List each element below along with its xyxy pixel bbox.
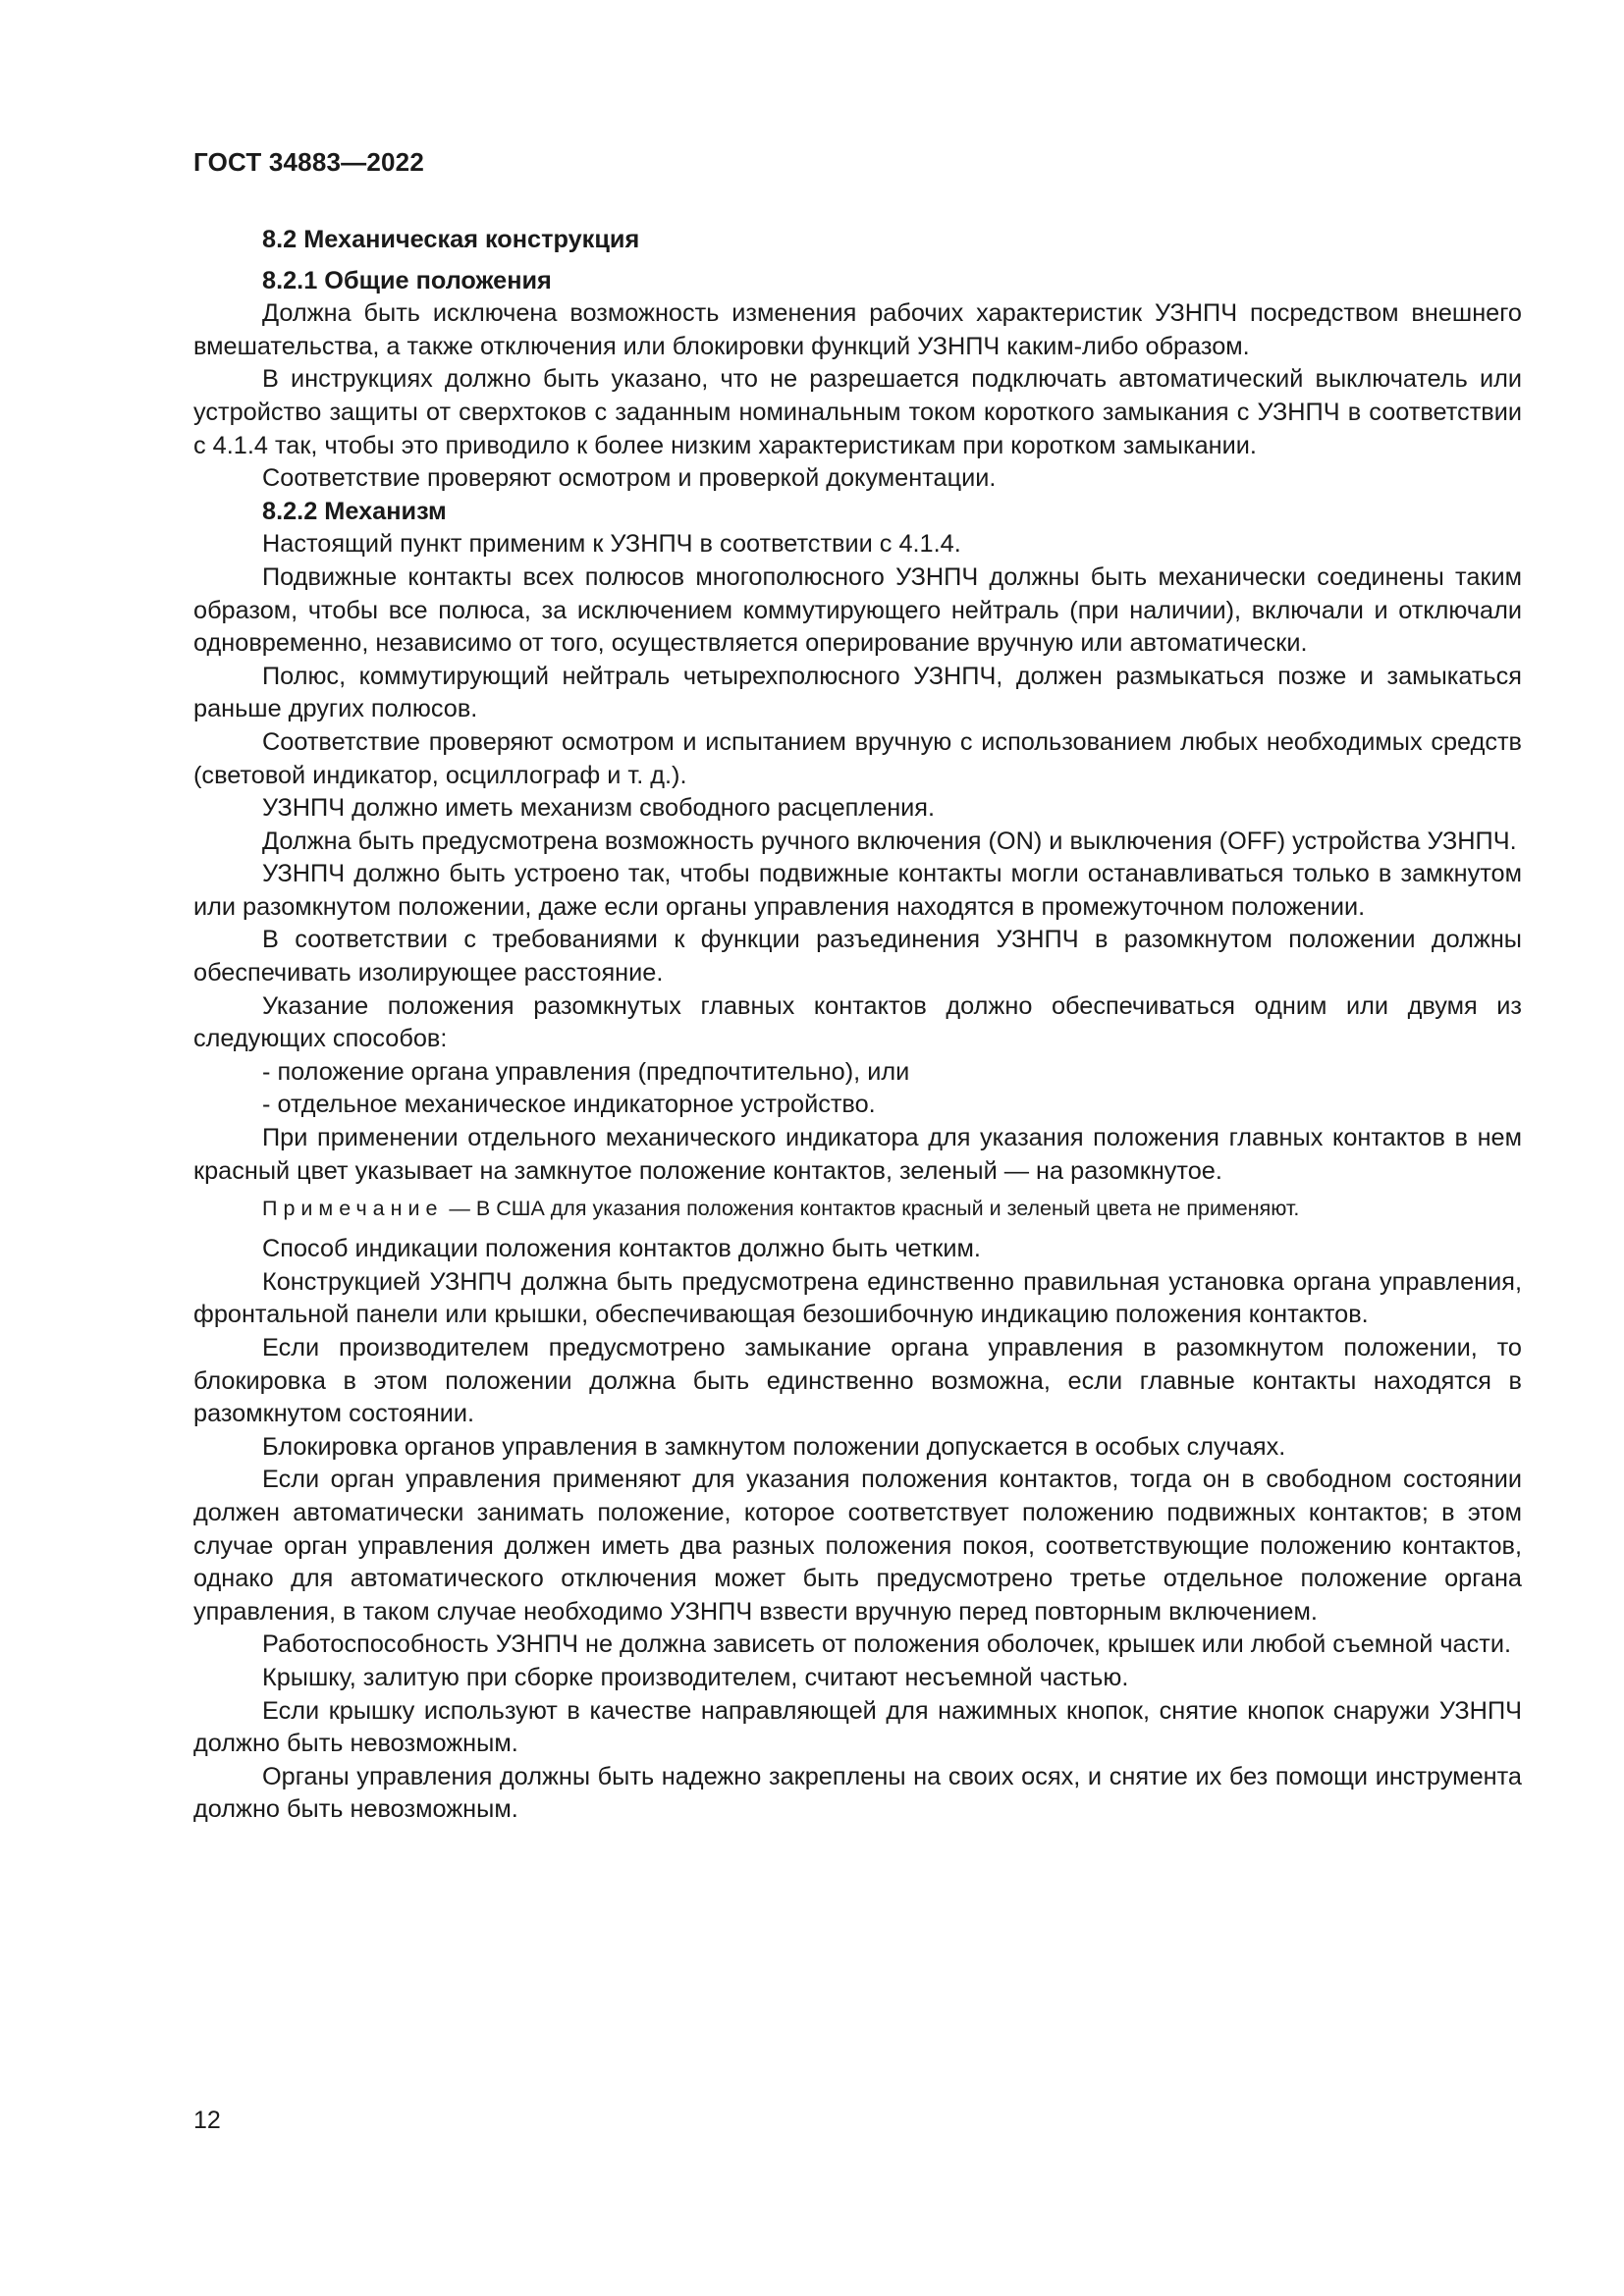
paragraph: УЗНПЧ должно иметь механизм свободного расцепления. <box>262 794 936 823</box>
note-label: Примечание <box>262 1197 444 1221</box>
paragraph: Соответствие проверяют осмотром и проверкой документации. <box>262 464 997 493</box>
page-number: 12 <box>193 2107 221 2134</box>
paragraph: Подвижные контакты всех полюсов многополюсного УЗНПЧ должны быть механически соединены таким образом, чтобы все полюса, за исключением коммутирующего нейтраль (при наличии), включали и отключали одновременно, независимо от того, осуществляется оперирование вручную или автоматически. <box>193 562 1522 658</box>
paragraph: Крышку, залитую при сборке производителем, считают несъемной частью. <box>262 1663 1129 1691</box>
paragraph: При применении отдельного механического индикатора для указания положения главных контактов в нем красный цвет указывает на замкнутое положение контактов, зеленый — на разомкнутое. <box>193 1124 1522 1185</box>
note <box>193 1194 1522 1223</box>
note-text: — В США для указания положения контактов красный и зеленый цвета не применяют. <box>443 1197 1300 1221</box>
subsection-title-mechanism: 8.2.2 Механизм <box>262 497 447 525</box>
paragraph: Полюс, коммутирующий нейтраль четырехполюсного УЗНПЧ, должен размыкаться позже и замыкаться раньше других полюсов. <box>193 662 1522 723</box>
paragraph: Соответствие проверяют осмотром и испытанием вручную с использованием любых необходимых средств (световой индикатор, осциллограф и т. д.). <box>193 727 1522 789</box>
list-item: - отдельное механическое индикаторное устройство. <box>262 1091 876 1119</box>
paragraph: Если крышку используют в качестве направляющей для нажимных кнопок, снятие кнопок снаружи УЗНПЧ должно быть невозможным. <box>193 1696 1522 1758</box>
paragraph: Конструкцией УЗНПЧ должна быть предусмотрена единственно правильная установка органа управления, фронтальной панели или крышки, обеспечивающая безошибочную индикацию положения контактов. <box>193 1267 1522 1329</box>
paragraph: Органы управления должны быть надежно закреплены на своих осях, и снятие их без помощи инструмента должно быть невозможным. <box>193 1762 1522 1824</box>
paragraph: Если орган управления применяют для указания положения контактов, тогда он в свободном состоянии должен автоматически занимать положение, которое соответствует положению подвижных контактов; в этом случае орган управления должен иметь два разных положения покоя, соответствующие положению контактов, однако для автоматического отключения может быть предусмотрено третье отдельное положение органа управления, в таком случае необходимо УЗНПЧ взвести вручную перед повторным включением. <box>193 1466 1522 1626</box>
subsection-title-general: 8.2.1 Общие положения <box>262 266 552 294</box>
paragraph: В соответствии с требованиями к функции разъединения УЗНПЧ в разомкнутом положении должны обеспечивать изолирующее расстояние. <box>193 926 1522 988</box>
document-id: ГОСТ 34883—2022 <box>193 147 424 177</box>
document-body <box>193 224 1522 1827</box>
paragraph: В инструкциях должно быть указано, что не разрешается подключать автоматический выключатель или устройство защиты от сверхтоков с заданным номинальным током короткого замыкания с УЗНПЧ в соответствии с 4.1.4 так, чтобы это приводило к более низким характеристикам при коротком замыкании. <box>193 365 1522 459</box>
paragraph: Если производителем предусмотрено замыкание органа управления в разомкнутом положении, то блокировка в этом положении должна быть единственно возможна, если главные контакты находятся в разомкнутом состоянии. <box>193 1334 1522 1428</box>
paragraph: Должна быть исключена возможность изменения рабочих характеристик УЗНПЧ посредством внешнего вмешательства, а также отключения или блокировки функций УЗНПЧ каким-либо образом. <box>193 299 1522 360</box>
paragraph: УЗНПЧ должно быть устроено так, чтобы подвижные контакты могли останавливаться только в замкнутом или разомкнутом положении, даже если органы управления находятся в промежуточном положении. <box>193 860 1522 921</box>
paragraph: Настоящий пункт применим к УЗНПЧ в соответствии с 4.1.4. <box>262 530 961 559</box>
section-title: 8.2 Механическая конструкция <box>262 226 640 253</box>
list-item: - положение органа управления (предпочтительно), или <box>262 1057 910 1086</box>
paragraph: Работоспособность УЗНПЧ не должна зависеть от положения оболочек, крышек или любой съемной части. <box>262 1630 1512 1659</box>
paragraph: Способ индикации положения контактов должно быть четким. <box>262 1235 981 1263</box>
paragraph: Указание положения разомкнутых главных контактов должно обеспечиваться одним или двумя из следующих способов: <box>193 991 1522 1053</box>
paragraph: Должна быть предусмотрена возможность ручного включения (ON) и выключения (OFF) устройства УЗНПЧ. <box>262 827 1517 855</box>
paragraph: Блокировка органов управления в замкнутом положении допускается в особых случаях. <box>262 1432 1286 1461</box>
